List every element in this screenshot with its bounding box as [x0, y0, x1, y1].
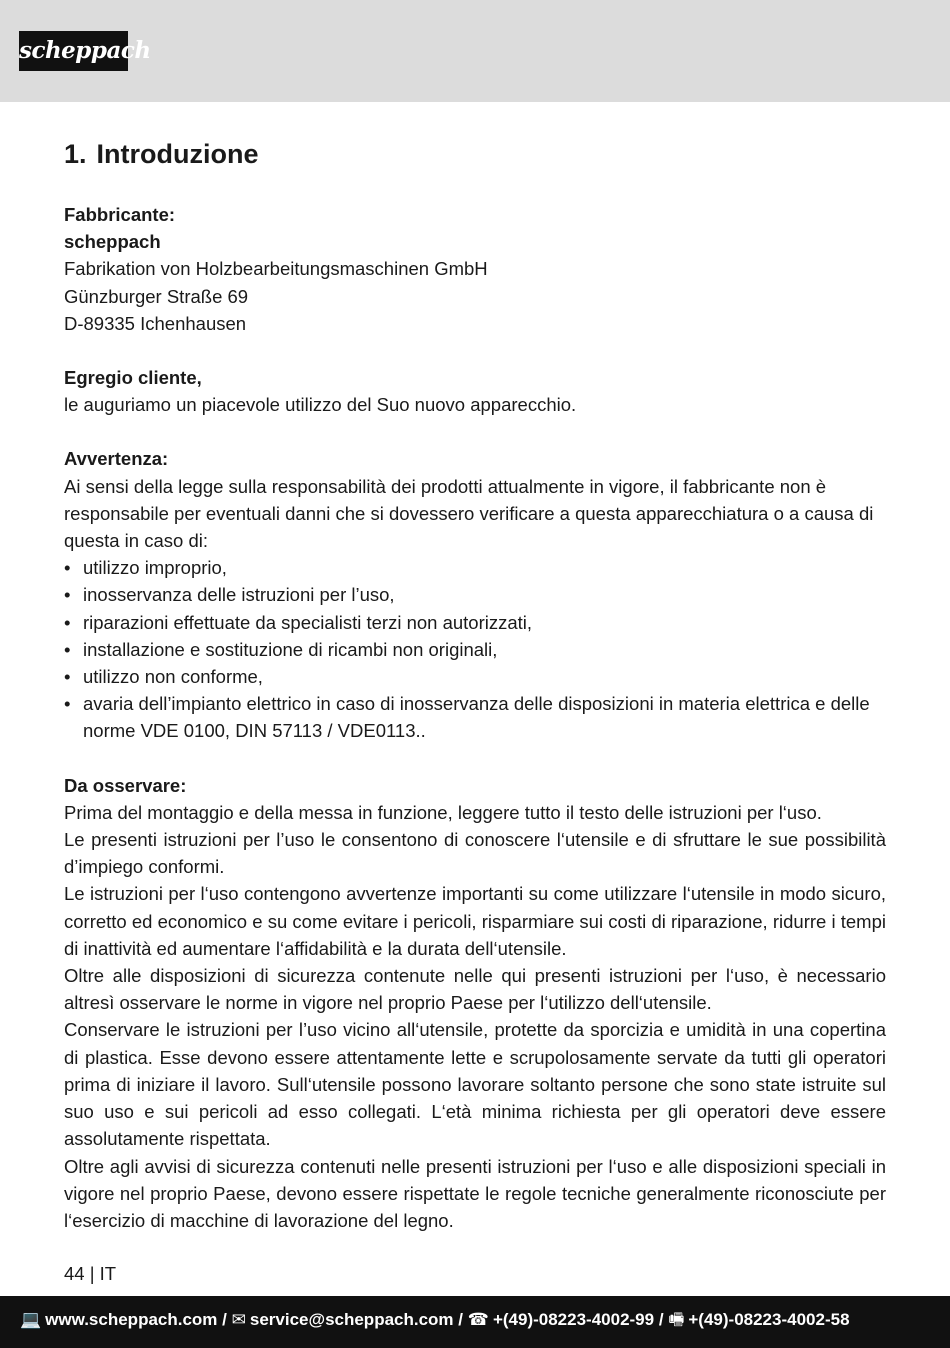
list-item: • avaria dell’impianto elettrico in caso di inosservanza delle disposizioni in materia elettrica e delle norme VDE 0100, DIN 57113 / VDE0113.. — [64, 690, 886, 744]
page-content — [64, 138, 886, 1234]
section-title — [64, 138, 886, 170]
fax-icon: 🖷 — [668, 1310, 685, 1329]
footer-separator: / — [658, 1310, 664, 1329]
warning-block — [64, 445, 886, 744]
footer-separator: / — [458, 1310, 464, 1329]
notes-paragraph: Le presenti istruzioni per l’uso le consentono di conoscere l‘utensile e di sfruttare le sue possibilità d’impiego conformi. — [64, 829, 886, 878]
notes-paragraph: Oltre alle disposizioni di sicurezza contenute nelle qui presenti istruzioni per l‘uso, è necessario altresì osservare le norme in vigore nel proprio Paese per l‘utilizzo dell‘utensile. — [64, 965, 886, 1014]
website-link[interactable]: www.scheppach.com — [45, 1310, 218, 1329]
fax-number: +(49)-08223-4002-58 — [688, 1310, 850, 1329]
list-item: • inosservanza delle istruzioni per l’uso, — [64, 581, 886, 608]
section-number: 1. — [64, 139, 87, 169]
page-header — [0, 0, 950, 102]
warning-text: Ai sensi della legge sulla responsabilità dei prodotti attualmente in vigore, il fabbricante non è responsabile per eventuali danni che si dovessero verificare a questa apparecchiatura o a causa di questa in caso di: — [64, 475, 874, 552]
scheppach-logo: scheppach — [19, 31, 128, 71]
email-link[interactable]: service@scheppach.com — [249, 1310, 454, 1329]
warning-list — [64, 554, 886, 744]
notes-label: Da osservare: — [64, 774, 187, 796]
list-item: • utilizzo non conforme, — [64, 663, 886, 690]
manufacturer-block — [64, 201, 886, 337]
section-title-text: Introduzione — [96, 139, 259, 169]
greeting-text: le auguriamo un piacevole utilizzo del Suo nuovo apparecchio. — [64, 394, 577, 416]
mail-icon: ✉ — [231, 1310, 246, 1329]
notes-paragraph: Conservare le istruzioni per l’uso vicino all‘utensile, protette da sporcizia e umidità in una copertina di plastica. Esse devono essere attentamente lette e scrupolosamente servate da tutti gli operatori prima di iniziare il lavoro. Sull‘utensile possono lavorare soltanto persone che sono state istruite sul suo uso e sui pericoli ad esso collegati. L‘età minima richiesta per gli operatori deve essere assolutamente rispettata. — [64, 1019, 886, 1150]
manufacturer-label: Fabbricante: — [64, 204, 176, 225]
phone-icon: ☎ — [467, 1310, 489, 1329]
warning-label: Avvertenza: — [64, 448, 169, 470]
list-item: • utilizzo improprio, — [64, 554, 886, 581]
manufacturer-line: D-89335 Ichenhausen — [64, 312, 247, 334]
manufacturer-line: Fabrikation von Holzbearbeitungsmaschinen GmbH — [64, 258, 488, 280]
notes-block — [64, 772, 886, 1234]
footer-separator: / — [222, 1310, 227, 1329]
greeting-label: Egregio cliente, — [64, 367, 202, 389]
computer-icon: 💻 — [20, 1310, 42, 1329]
page-footer — [0, 1296, 950, 1348]
notes-paragraph: Le istruzioni per l‘uso contengono avvertenze importanti su come utilizzare l‘utensile in modo sicuro, corretto ed economico e su come evitare i pericoli, risparmiare sui costi di riparazione, ridurre i tempi di inattività ed aumentare l‘affidabilità e la durata dell‘utensile. — [64, 883, 886, 959]
manufacturer-name: scheppach — [64, 231, 161, 253]
list-item: • installazione e sostituzione di ricambi non originali, — [64, 636, 886, 663]
greeting-block — [64, 364, 886, 418]
notes-paragraph: Prima del montaggio e della messa in funzione, leggere tutto il testo delle istruzioni per l‘uso. — [64, 801, 822, 823]
list-item: • riparazioni effettuate da specialisti terzi non autorizzati, — [64, 609, 886, 636]
manufacturer-line: Günzburger Straße 69 — [64, 285, 249, 307]
phone-number: +(49)-08223-4002-99 — [492, 1310, 655, 1329]
notes-paragraph: Oltre agli avvisi di sicurezza contenuti nelle presenti istruzioni per l‘uso e alle disposizioni speciali in vigore nel proprio Paese, devono essere rispettate le regole tecniche generalmente riconosciute per l‘esercizio di macchine di lavorazione del legno. — [64, 1155, 886, 1231]
page-number: 44 | IT — [64, 1263, 117, 1284]
